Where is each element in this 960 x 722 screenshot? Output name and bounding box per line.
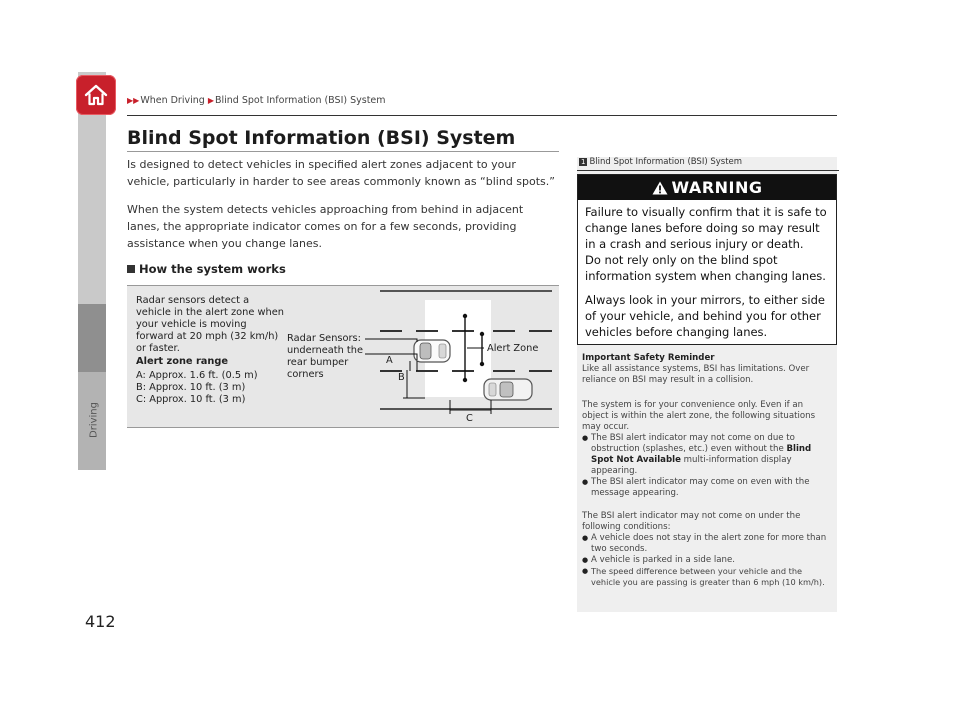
bsi-diagram (127, 285, 559, 428)
warning-line-3: Always look in your mirrors, to either side of your vehicle, and behind you for other vehicles before changing lanes. (585, 293, 825, 339)
alert-zone-label: Alert Zone (487, 343, 539, 354)
warning-text (585, 204, 831, 348)
breadcrumb (127, 95, 386, 106)
section-heading: How the system works (127, 262, 286, 276)
warning-header: WARNING (578, 175, 836, 200)
safety-reminder-title: Important Safety Reminder (582, 353, 715, 363)
square-bullet-icon (127, 265, 135, 273)
safety-reminder (582, 353, 832, 386)
warning-line-2: Do not rely only on the blind spot information system when changing lanes. (585, 253, 826, 283)
host-vehicle (414, 340, 450, 362)
side-tab-section-marker (78, 304, 106, 372)
list-item: ● The BSI alert indicator may not come on due to obstruction (splashes, etc.) even without the Blind Spot Not Available multi-information display appearing. (582, 433, 832, 477)
list-item: ● The speed difference between your vehicle and the vehicle you are passing is greater than 6 mph (10 km/h). (582, 566, 832, 588)
list-item: ● A vehicle does not stay in the alert zone for more than two seconds. (582, 533, 832, 555)
warning-triangle-icon (652, 181, 668, 195)
breadcrumb-arrow-icon: ▶▶ (127, 96, 140, 105)
warning-line-1: Failure to visually confirm that it is safe to change lanes before doing so may result in a crash and serious injury or death. (585, 205, 827, 251)
situations-intro: The system is for your convenience only. Even if an object is within the alert zone, the following situations may occur. (582, 400, 816, 432)
sidebar (577, 157, 837, 612)
safety-reminder-text: Like all assistance systems, BSI has limitations. Over reliance on BSI may result in a collision. (582, 364, 810, 385)
range-c: C: Approx. 10 ft. (3 m) (136, 394, 246, 405)
dimension-b-label: B (398, 372, 405, 383)
breadcrumb-item-bsi[interactable]: Blind Spot Information (BSI) System (214, 95, 386, 106)
home-icon (83, 82, 109, 108)
warning-box (577, 174, 837, 345)
conditions-note (582, 511, 832, 588)
sidebar-heading: 1 Blind Spot Information (BSI) System (577, 157, 839, 171)
range-b: B: Approx. 10 ft. (3 m) (136, 382, 246, 393)
radar-sensor-label: Radar Sensors: underneath the rear bumper corners (287, 333, 364, 380)
page-title: Blind Spot Information (BSI) System (127, 127, 516, 149)
approaching-vehicle (484, 379, 532, 400)
conditions-intro: The BSI alert indicator may not come on under the following conditions: (582, 511, 801, 532)
breadcrumb-arrow-icon: ▶ (207, 96, 214, 105)
alert-zone-range-heading: Alert zone range (136, 356, 229, 367)
home-button[interactable] (76, 75, 116, 115)
figure-description: Radar sensors detect a vehicle in the alert zone when your vehicle is moving forward at 20 mph (32 km/h) or faster. (136, 295, 284, 354)
list-item: ● The BSI alert indicator may come on even with the message appearing. (582, 477, 832, 499)
side-tab-label: Driving (88, 402, 100, 438)
intro-paragraph-1: Is designed to detect vehicles in specified alert zones adjacent to your vehicle, particularly in harder to see areas commonly known as “blind spots.” (127, 158, 555, 188)
dimension-c-label: C (466, 413, 473, 424)
header-rule (127, 115, 837, 116)
breadcrumb-item-when-driving[interactable]: When Driving (140, 95, 205, 106)
intro-paragraph-2: When the system detects vehicles approaching from behind in adjacent lanes, the appropriate indicator comes on for a few seconds, providing assistance when you change lanes. (127, 203, 524, 250)
list-item: ● A vehicle is parked in a side lane. (582, 555, 832, 566)
page-number: 412 (85, 612, 116, 631)
range-a: A: Approx. 1.6 ft. (0.5 m) (136, 370, 258, 381)
title-rule (127, 151, 559, 152)
situations-note (582, 400, 832, 499)
dimension-a-label: A (386, 355, 393, 366)
